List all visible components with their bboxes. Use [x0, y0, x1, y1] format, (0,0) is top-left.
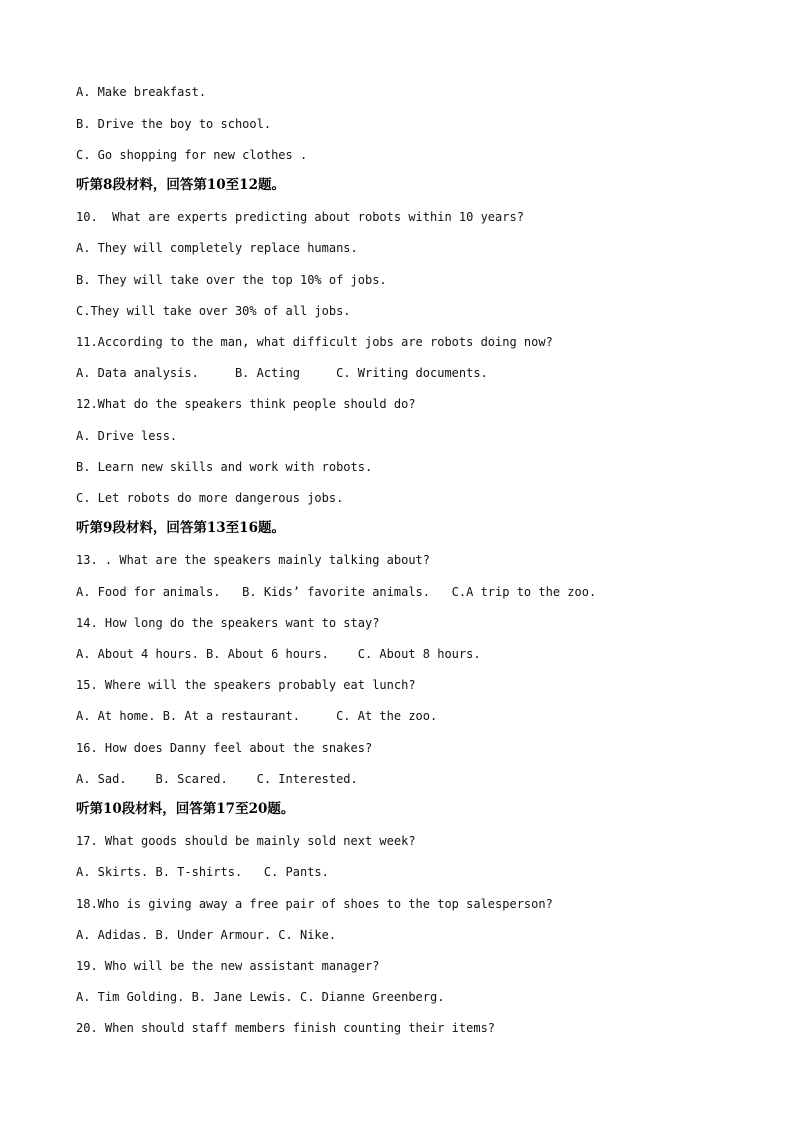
option-line: C. Let robots do more dangerous jobs. — [76, 491, 344, 505]
option-line: C.They will take over 30% of all jobs. — [76, 304, 351, 318]
section-heading: 听第8段材料，回答第10至12题。 — [76, 177, 285, 193]
question-line: 19. Who will be the new assistant manager? — [76, 959, 380, 973]
option-line: A. They will completely replace humans. — [76, 241, 358, 255]
option-line: A. Adidas. B. Under Armour. C. Nike. — [76, 928, 337, 942]
option-line: A. Food for animals. B. Kids’ favorite animals. C.A trip to the zoo. — [76, 585, 597, 599]
section-heading: 听第10段材料，回答第17至20题。 — [76, 801, 295, 817]
question-line: 13. . What are the speakers mainly talking about? — [76, 553, 431, 567]
option-line: A. About 4 hours. B. About 6 hours. C. About 8 hours. — [76, 647, 481, 661]
question-line: 18.Who is giving away a free pair of shoes to the top salesperson? — [76, 897, 553, 911]
option-line: A. Data analysis. B. Acting C. Writing documents. — [76, 366, 488, 380]
question-line: 11.According to the man, what difficult jobs are robots doing now? — [76, 335, 553, 349]
option-line: A. Sad. B. Scared. C. Interested. — [76, 772, 358, 786]
option-line: B. Learn new skills and work with robots. — [76, 460, 373, 474]
option-line: B. They will take over the top 10% of jobs. — [76, 273, 387, 287]
question-line: 17. What goods should be mainly sold next week? — [76, 834, 416, 848]
option-line: A. Skirts. B. T-shirts. C. Pants. — [76, 865, 329, 879]
question-line: 16. How does Danny feel about the snakes? — [76, 741, 373, 755]
option-line: A. Make breakfast. — [76, 85, 207, 99]
question-line: 14. How long do the speakers want to stay? — [76, 616, 380, 630]
option-line: A. Drive less. — [76, 429, 178, 443]
option-line: A. At home. B. At a restaurant. C. At the zoo. — [76, 709, 438, 723]
question-line: 20. When should staff members finish counting their items? — [76, 1021, 496, 1035]
question-line: 12.What do the speakers think people should do? — [76, 397, 416, 411]
question-line: 15. Where will the speakers probably eat lunch? — [76, 678, 416, 692]
question-line: 10. What are experts predicting about robots within 10 years? — [76, 210, 524, 224]
option-line: C. Go shopping for new clothes . — [76, 148, 308, 162]
option-line: B. Drive the boy to school. — [76, 117, 272, 131]
option-line: A. Tim Golding. B. Jane Lewis. C. Dianne Greenberg. — [76, 990, 445, 1004]
section-heading: 听第9段材料，回答第13至16题。 — [76, 520, 285, 536]
